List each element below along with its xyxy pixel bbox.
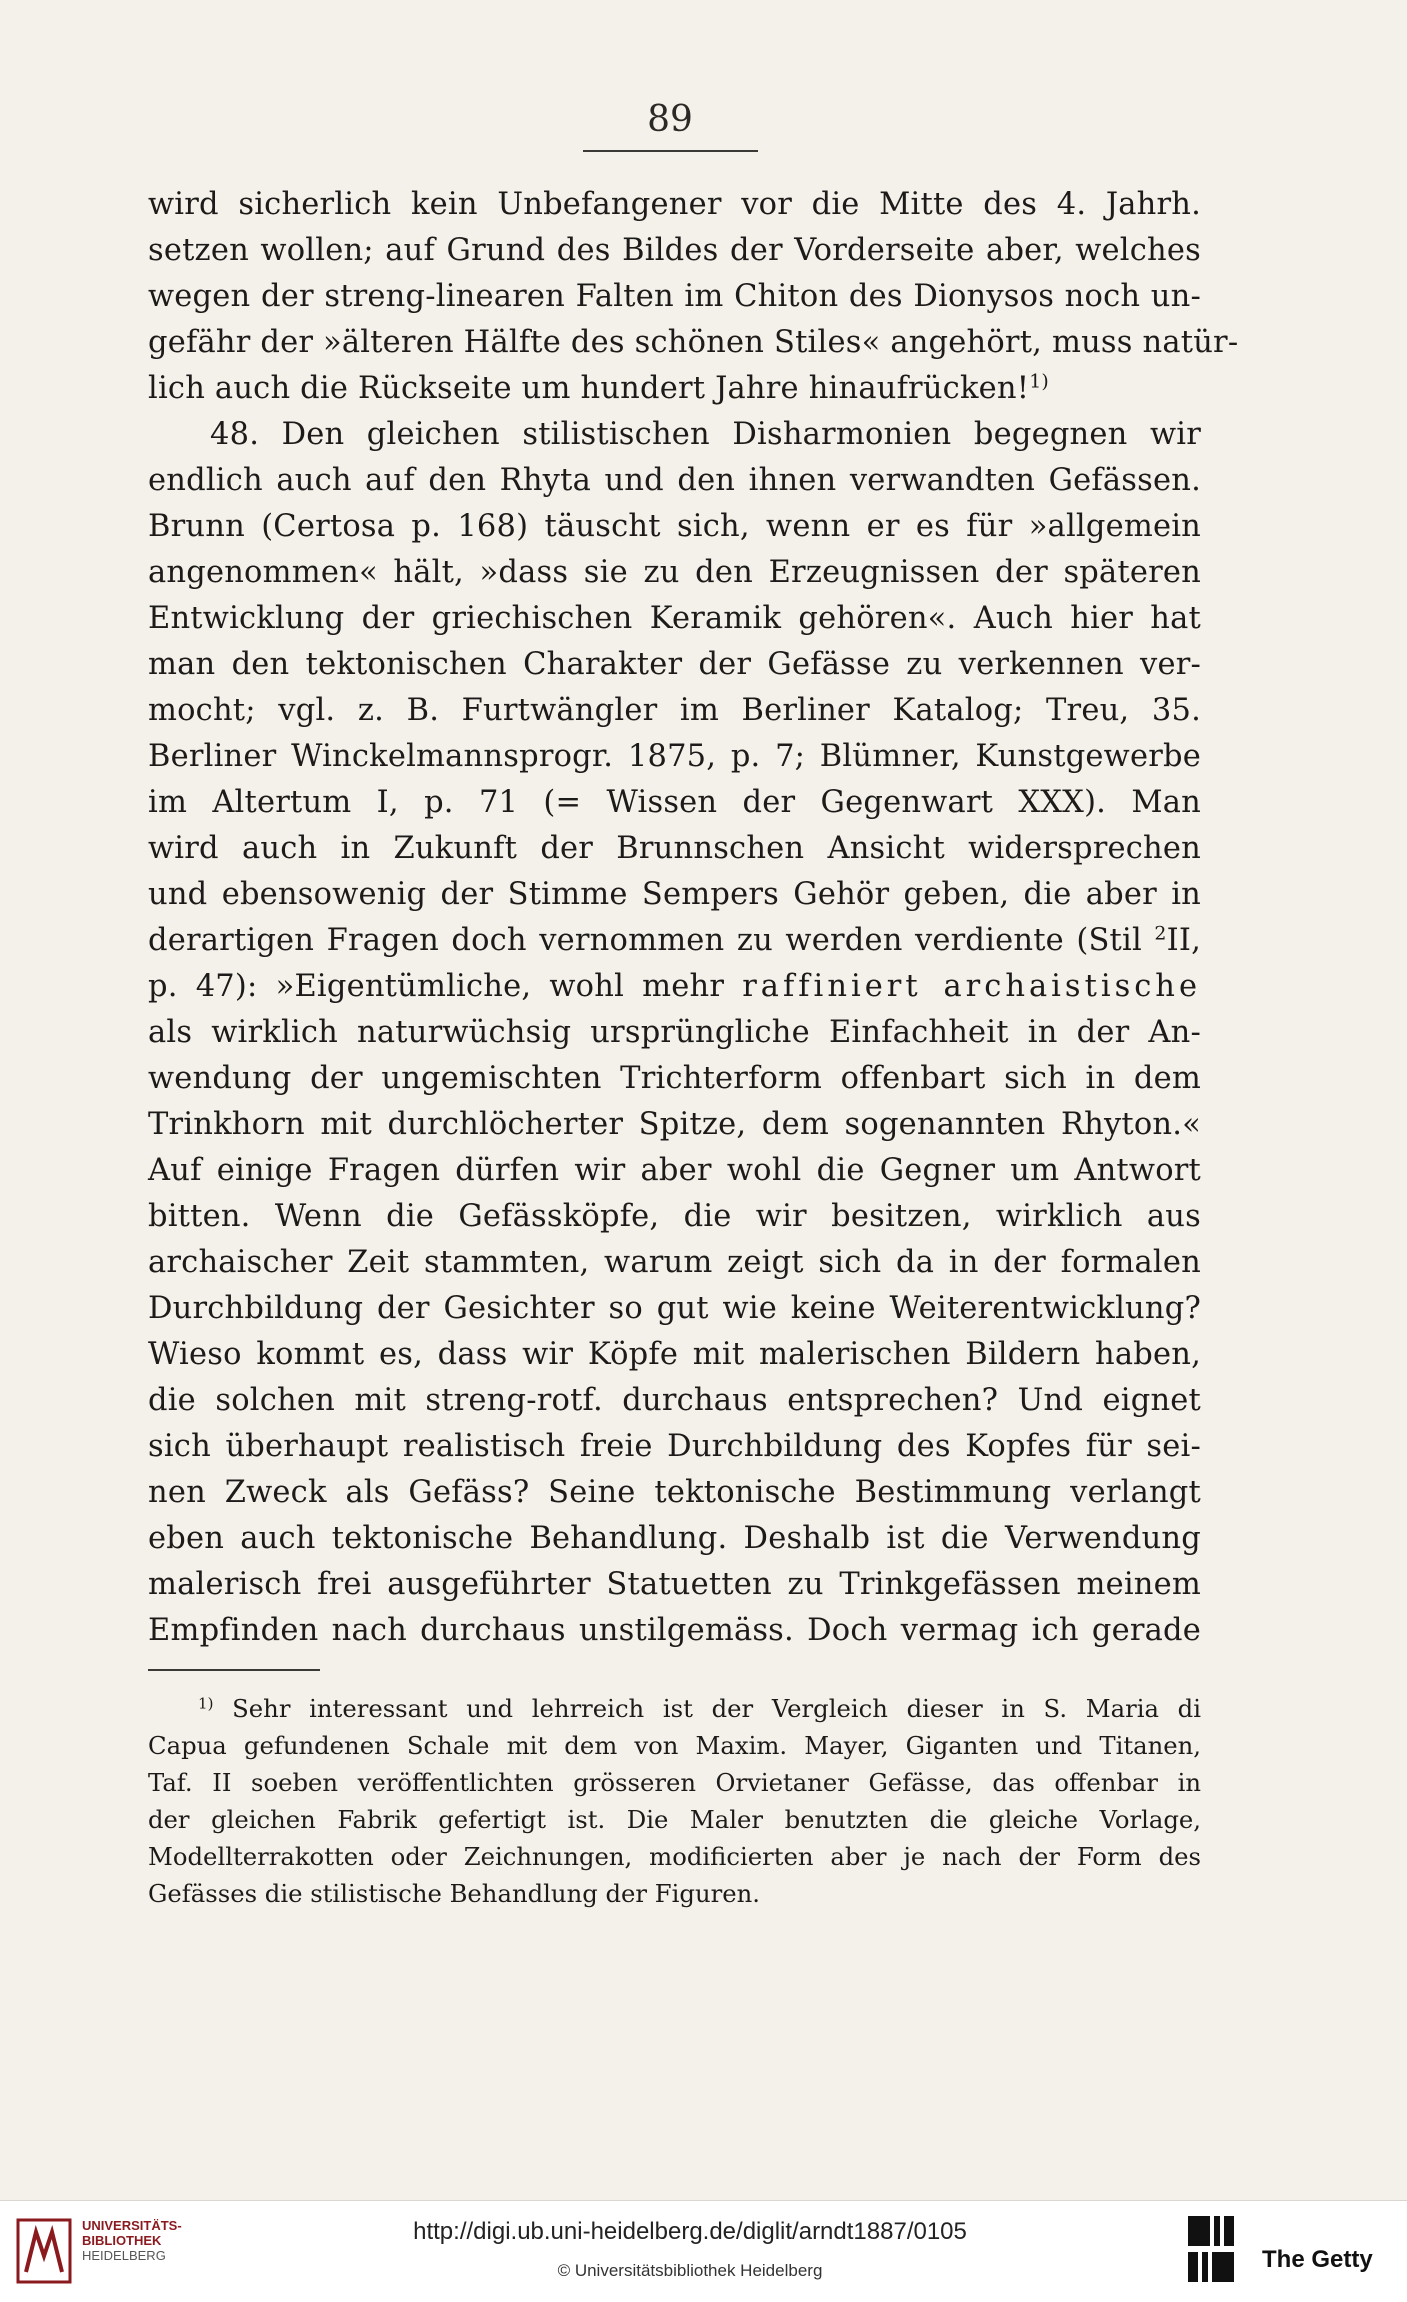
body-text xyxy=(148,182,1239,1654)
text-line: im Altertum I, p. 71 (= Wissen der Gegenwart XXX). Man xyxy=(148,785,1201,820)
text-line: gefähr der »älteren Hälfte des schönen Stiles« angehört, muss natür- xyxy=(148,325,1239,360)
edition-superscript: 2 xyxy=(1154,922,1167,945)
library-name-line: HEIDELBERG xyxy=(82,2248,166,2263)
footnote-line: Capua gefundenen Schale mit dem von Maxim. Mayer, Giganten und Titanen, xyxy=(148,1731,1201,1760)
footnote-marker: 1) xyxy=(198,1694,214,1713)
footnote-reference: 1) xyxy=(1029,370,1050,393)
text-line: p. 47): »Eigentümliche, wohl mehr raffiniert archaistische xyxy=(148,969,1202,1004)
text-line: als wirklich naturwüchsig ursprüngliche Einfachheit in der An- xyxy=(148,1015,1201,1050)
footnote-line: der gleichen Fabrik gefertigt ist. Die Maler benutzten die gleiche Vorlage, xyxy=(148,1805,1201,1834)
text-line: archaischer Zeit stammten, warum zeigt sich da in der formalen xyxy=(148,1245,1201,1280)
footnote-line: Gefässes die stilistische Behandlung der Figuren. xyxy=(148,1879,760,1908)
text-line: die solchen mit streng-rotf. durchaus entsprechen? Und eignet xyxy=(148,1383,1201,1418)
text-line: wird sicherlich kein Unbefangener vor die Mitte des 4. Jahrh. xyxy=(148,187,1201,222)
copyright-notice: © Universitätsbibliothek Heidelberg xyxy=(557,2261,823,2280)
text-line: endlich auch auf den Rhyta und den ihnen verwandten Gefässen. xyxy=(148,463,1201,498)
text-line: mocht; vgl. z. B. Furtwängler im Berliner Katalog; Treu, 35. xyxy=(148,693,1201,728)
library-name-line: BIBLIOTHEK xyxy=(82,2233,162,2248)
text-line: Berliner Winckelmannsprogr. 1875, p. 7; Blümner, Kunstgewerbe xyxy=(148,739,1201,774)
text-line: Empfinden nach durchaus unstilgemäss. Doch vermag ich gerade xyxy=(148,1613,1201,1648)
university-logo-icon xyxy=(14,2212,74,2290)
text-line-section-48: 48. Den gleichen stilistischen Disharmonien begegnen wir xyxy=(210,417,1201,452)
text-line: Auf einige Fragen dürfen wir aber wohl die Gegner um Antwort xyxy=(148,1153,1201,1188)
text-line: Durchbildung der Gesichter so gut wie keine Weiterentwicklung? xyxy=(148,1291,1201,1326)
footnotes xyxy=(148,1690,1201,1912)
text-line: eben auch tektonische Behandlung. Deshalb ist die Verwendung xyxy=(148,1521,1201,1556)
footnote-line: Modellterrakotten oder Zeichnungen, modificierten aber je nach der Form des xyxy=(148,1842,1201,1871)
library-name-line: UNIVERSITÄTS- xyxy=(82,2218,182,2233)
text-line: und ebensowenig der Stimme Sempers Gehör geben, die aber in xyxy=(148,877,1201,912)
text-line: malerisch frei ausgeführter Statuetten zu Trinkgefässen meinem xyxy=(148,1567,1201,1602)
source-url-link[interactable]: http://digi.ub.uni-heidelberg.de/diglit/arndt1887/0105 xyxy=(413,2218,967,2245)
text-line: Trinkhorn mit durchlöcherter Spitze, dem sogenannten Rhyton.« xyxy=(148,1107,1201,1142)
text-line: man den tektonischen Charakter der Gefässe zu verkennen ver- xyxy=(148,647,1201,682)
text-line: wendung der ungemischten Trichterform offenbart sich in dem xyxy=(148,1061,1201,1096)
text-line: lich auch die Rückseite um hundert Jahre hinaufrücken!$^{1)}$ xyxy=(148,370,1050,406)
text-line: setzen wollen; auf Grund des Bildes der Vorderseite aber, welches xyxy=(148,233,1201,268)
text-line: wird auch in Zukunft der Brunnschen Ansicht widersprechen xyxy=(148,831,1201,866)
page-number: 89 xyxy=(647,99,693,140)
text-line: sich überhaupt realistisch freie Durchbildung des Kopfes für sei- xyxy=(148,1429,1201,1464)
spaced-emphasis: raffiniert archaistische xyxy=(742,969,1202,1004)
getty-logo-icon xyxy=(1186,2212,1236,2290)
text-line: Brunn (Certosa p. 168) täuscht sich, wenn er es für »allgemein xyxy=(148,509,1201,544)
text-line: wegen der streng-linearen Falten im Chiton des Dionysos noch un- xyxy=(148,279,1201,314)
footnote-rule xyxy=(148,1669,320,1671)
footnote-line: Taf. II soeben veröffentlichten grösseren Orvietaner Gefässe, das offenbar in xyxy=(148,1768,1201,1797)
partner-name: The Getty xyxy=(1262,2246,1373,2273)
footnote-line: $^{1)}$ Sehr interessant und lehrreich ist der Vergleich dieser in S. Maria di xyxy=(198,1694,1201,1723)
text-line: angenommen« hält, »dass sie zu den Erzeugnissen der späteren xyxy=(148,555,1201,590)
header-rule xyxy=(583,150,758,152)
text-line: Entwicklung der griechischen Keramik gehören«. Auch hier hat xyxy=(148,601,1201,636)
library-name xyxy=(82,2218,232,2263)
text-line: nen Zweck als Gefäss? Seine tektonische Bestimmung verlangt xyxy=(148,1475,1201,1510)
text-line: derartigen Fragen doch vernommen zu werden verdiente (Stil $^2$II, xyxy=(148,922,1201,958)
text-line: Wieso kommt es, dass wir Köpfe mit malerischen Bildern haben, xyxy=(148,1337,1201,1372)
text-line: bitten. Wenn die Gefässköpfe, die wir besitzen, wirklich aus xyxy=(148,1199,1201,1234)
